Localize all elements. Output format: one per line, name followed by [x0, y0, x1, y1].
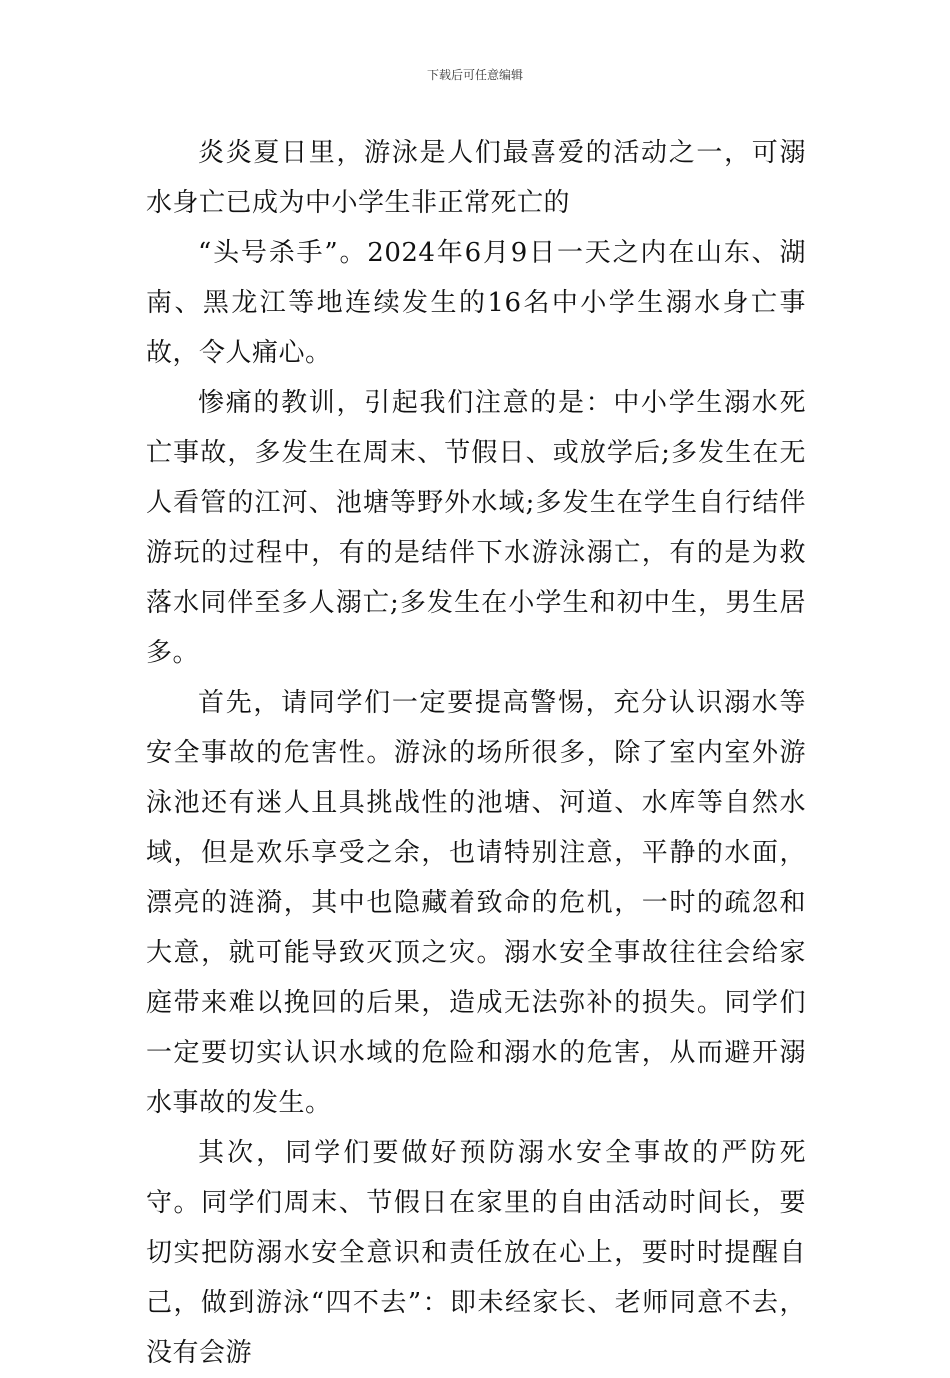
page-header: 下载后可任意编辑 — [426, 68, 523, 82]
document-body — [146, 128, 806, 1378]
paragraph-intro: 炎炎夏日里，游泳是人们最喜爱的活动之一，可溺水身亡已成为中小学生非正常死亡的 — [146, 138, 806, 218]
paragraph-incident: “头号杀手”。2024年6月9日一天之内在山东、湖南、黑龙江等地连续发生的16名中小学生溺水身亡事故，令人痛心。 — [146, 238, 806, 368]
paragraph-first: 首先，请同学们一定要提高警惕，充分认识溺水等安全事故的危害性。游泳的场所很多，除了室内室外游泳池还有迷人且具挑战性的池塘、河道、水库等自然水域，但是欢乐享受之余，也请特别注意，平静的水面，漂亮的涟漪，其中也隐藏着致命的危机，一时的疏忽和大意，就可能导致灭顶之灾。溺水安全事故往往会给家庭带来难以挽回的后果，造成无法弥补的损失。同学们一定要切实认识水域的危险和溺水的危害，从而避开溺水事故的发生。 — [146, 688, 806, 1118]
paragraph-second: 其次，同学们要做好预防溺水安全事故的严防死守。同学们周末、节假日在家里的自由活动时间长，要切实把防溺水安全意识和责任放在心上，要时时提醒自己，做到游泳“四不去”：即未经家长、老师同意不去，没有会游 — [146, 1138, 806, 1368]
paragraph-lessons: 惨痛的教训，引起我们注意的是：中小学生溺水死亡事故，多发生在周末、节假日、或放学后;多发生在无人看管的江河、池塘等野外水域;多发生在学生自行结伴游玩的过程中，有的是结伴下水游泳溺亡，有的是为救落水同伴至多人溺亡;多发生在小学生和初中生，男生居多。 — [146, 388, 806, 668]
